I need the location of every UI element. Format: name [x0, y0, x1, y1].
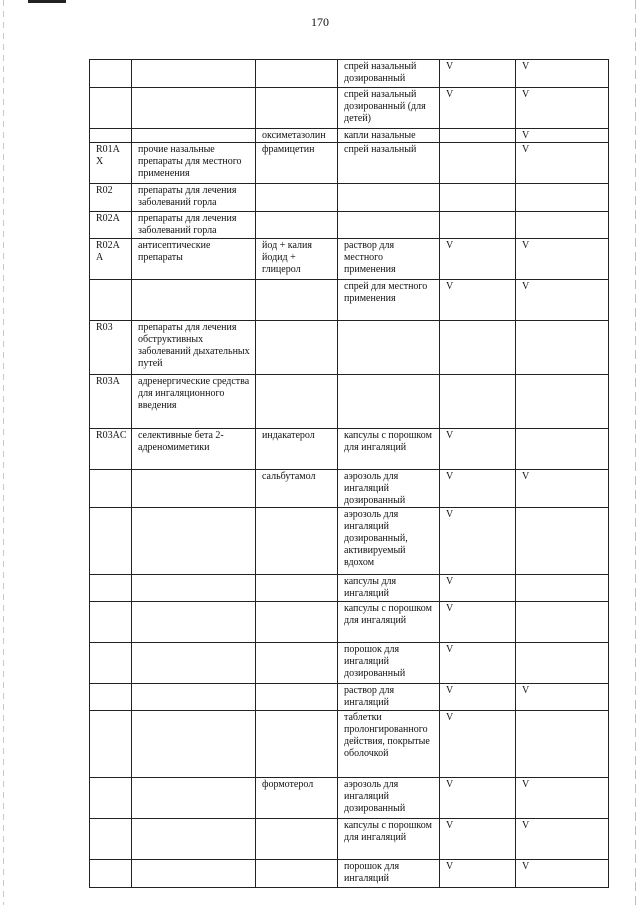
cell-dosage-form: порошок для ингаляций дозированный: [338, 643, 440, 684]
cell-mark-1: V: [440, 711, 516, 778]
table-row: [90, 819, 609, 860]
cell-mark-1: [440, 321, 516, 375]
cell-pharmacological-group: [132, 88, 256, 129]
cell-dosage-form: спрей назальный: [338, 143, 440, 184]
cell-mark-2: V: [516, 778, 609, 819]
cell-mark-1: V: [440, 470, 516, 508]
cell-substance: [256, 321, 338, 375]
cell-atc-code: [90, 778, 132, 819]
table-row: [90, 280, 609, 321]
table-row: [90, 778, 609, 819]
cell-pharmacological-group: [132, 643, 256, 684]
cell-substance: сальбутамол: [256, 470, 338, 508]
cell-atc-code: R02AA: [90, 239, 132, 280]
cell-dosage-form: аэрозоль для ингаляций дозированный: [338, 470, 440, 508]
drug-table: [89, 59, 609, 888]
cell-dosage-form: [338, 375, 440, 429]
table-row: [90, 375, 609, 429]
cell-substance: [256, 575, 338, 602]
cell-substance: фрамицетин: [256, 143, 338, 184]
cell-mark-1: V: [440, 508, 516, 575]
cell-pharmacological-group: препараты для лечения обструктивных заболеваний дыхательных путей: [132, 321, 256, 375]
cell-mark-2: V: [516, 129, 609, 143]
cell-dosage-form: капсулы с порошком для ингаляций: [338, 602, 440, 643]
cell-mark-1: V: [440, 602, 516, 643]
cell-atc-code: [90, 575, 132, 602]
cell-mark-1: [440, 184, 516, 212]
cell-atc-code: R03A: [90, 375, 132, 429]
cell-mark-1: [440, 212, 516, 239]
cell-dosage-form: аэрозоль для ингаляций дозированный: [338, 778, 440, 819]
cell-substance: оксиметазолин: [256, 129, 338, 143]
cell-mark-1: V: [440, 280, 516, 321]
cell-mark-2: V: [516, 88, 609, 129]
table-row: [90, 184, 609, 212]
table-row: [90, 129, 609, 143]
cell-mark-1: V: [440, 643, 516, 684]
cell-atc-code: [90, 280, 132, 321]
cell-mark-1: V: [440, 88, 516, 129]
cell-dosage-form: раствор для местного применения: [338, 239, 440, 280]
cell-mark-1: V: [440, 575, 516, 602]
cell-pharmacological-group: [132, 470, 256, 508]
cell-pharmacological-group: [132, 602, 256, 643]
cell-substance: [256, 184, 338, 212]
cell-substance: [256, 684, 338, 711]
cell-pharmacological-group: [132, 575, 256, 602]
cell-atc-code: [90, 602, 132, 643]
cell-mark-2: [516, 508, 609, 575]
cell-mark-1: V: [440, 778, 516, 819]
cell-mark-2: [516, 711, 609, 778]
cell-mark-1: [440, 143, 516, 184]
cell-substance: [256, 60, 338, 88]
cell-dosage-form: аэрозоль для ингаляций дозированный, активируемый вдохом: [338, 508, 440, 575]
cell-pharmacological-group: антисептические препараты: [132, 239, 256, 280]
cell-atc-code: R03AC: [90, 429, 132, 470]
table-row: [90, 143, 609, 184]
cell-atc-code: R02: [90, 184, 132, 212]
cell-dosage-form: спрей для местного применения: [338, 280, 440, 321]
table-row: [90, 575, 609, 602]
cell-substance: [256, 280, 338, 321]
cell-substance: [256, 508, 338, 575]
table-row: [90, 711, 609, 778]
scan-edge-right: [635, 0, 636, 905]
cell-mark-1: V: [440, 429, 516, 470]
cell-pharmacological-group: селективные бета 2-адреномиметики: [132, 429, 256, 470]
cell-atc-code: [90, 60, 132, 88]
table-row: [90, 470, 609, 508]
drug-table-body: [90, 60, 609, 888]
cell-atc-code: [90, 860, 132, 888]
table-row: [90, 643, 609, 684]
cell-pharmacological-group: [132, 819, 256, 860]
cell-atc-code: R03: [90, 321, 132, 375]
cell-pharmacological-group: [132, 711, 256, 778]
cell-atc-code: [90, 684, 132, 711]
cell-substance: [256, 819, 338, 860]
cell-mark-2: V: [516, 819, 609, 860]
cell-mark-2: [516, 602, 609, 643]
cell-pharmacological-group: [132, 778, 256, 819]
cell-mark-2: V: [516, 239, 609, 280]
cell-mark-2: [516, 184, 609, 212]
cell-substance: [256, 88, 338, 129]
cell-pharmacological-group: [132, 860, 256, 888]
cell-mark-1: [440, 129, 516, 143]
cell-substance: [256, 711, 338, 778]
cell-dosage-form: капсулы с порошком для ингаляций: [338, 429, 440, 470]
cell-pharmacological-group: [132, 684, 256, 711]
cell-pharmacological-group: [132, 508, 256, 575]
cell-atc-code: R02A: [90, 212, 132, 239]
scan-edge-left: [3, 0, 4, 905]
cell-mark-2: [516, 321, 609, 375]
cell-substance: индакатерол: [256, 429, 338, 470]
cell-atc-code: [90, 470, 132, 508]
cell-substance: [256, 602, 338, 643]
cell-substance: йод + калия йодид + глицерол: [256, 239, 338, 280]
cell-mark-2: V: [516, 280, 609, 321]
table-row: [90, 321, 609, 375]
table-row: [90, 429, 609, 470]
cell-atc-code: [90, 129, 132, 143]
cell-dosage-form: капсулы с порошком для ингаляций: [338, 819, 440, 860]
cell-atc-code: [90, 643, 132, 684]
cell-mark-2: V: [516, 143, 609, 184]
cell-dosage-form: раствор для ингаляций: [338, 684, 440, 711]
cell-atc-code: [90, 819, 132, 860]
table-row: [90, 239, 609, 280]
cell-mark-2: V: [516, 860, 609, 888]
cell-pharmacological-group: [132, 129, 256, 143]
cell-mark-1: [440, 375, 516, 429]
cell-substance: [256, 212, 338, 239]
table-row: [90, 88, 609, 129]
table-row: [90, 508, 609, 575]
cell-dosage-form: [338, 212, 440, 239]
table-row: [90, 212, 609, 239]
cell-dosage-form: спрей назальный дозированный (для детей): [338, 88, 440, 129]
cell-dosage-form: капсулы для ингаляций: [338, 575, 440, 602]
cell-pharmacological-group: препараты для лечения заболеваний горла: [132, 184, 256, 212]
cell-atc-code: [90, 88, 132, 129]
cell-mark-2: [516, 212, 609, 239]
table-row: [90, 860, 609, 888]
cell-substance: [256, 860, 338, 888]
cell-dosage-form: порошок для ингаляций: [338, 860, 440, 888]
cell-dosage-form: [338, 321, 440, 375]
cell-atc-code: R01AX: [90, 143, 132, 184]
cell-atc-code: [90, 711, 132, 778]
page-number: 170: [311, 15, 329, 29]
cell-mark-1: V: [440, 60, 516, 88]
cell-dosage-form: капли назальные: [338, 129, 440, 143]
cell-dosage-form: таблетки пролонгированного действия, покрытые оболочкой: [338, 711, 440, 778]
cell-substance: формотерол: [256, 778, 338, 819]
cell-mark-1: V: [440, 860, 516, 888]
cell-pharmacological-group: [132, 60, 256, 88]
cell-pharmacological-group: [132, 280, 256, 321]
cell-mark-1: V: [440, 239, 516, 280]
table-row: [90, 60, 609, 88]
cell-mark-2: [516, 429, 609, 470]
cell-substance: [256, 643, 338, 684]
cell-mark-1: V: [440, 684, 516, 711]
cell-mark-2: V: [516, 60, 609, 88]
cell-dosage-form: [338, 184, 440, 212]
cell-mark-2: [516, 643, 609, 684]
table-row: [90, 684, 609, 711]
cell-pharmacological-group: прочие назальные препараты для местного применения: [132, 143, 256, 184]
cell-mark-2: [516, 575, 609, 602]
cell-atc-code: [90, 508, 132, 575]
cell-mark-2: V: [516, 470, 609, 508]
cell-substance: [256, 375, 338, 429]
cell-pharmacological-group: адренергические средства для ингаляционного введения: [132, 375, 256, 429]
cell-mark-1: V: [440, 819, 516, 860]
cell-mark-2: [516, 375, 609, 429]
scan-edge-top: [28, 0, 66, 3]
cell-pharmacological-group: препараты для лечения заболеваний горла: [132, 212, 256, 239]
cell-mark-2: V: [516, 684, 609, 711]
table-row: [90, 602, 609, 643]
cell-dosage-form: спрей назальный дозированный: [338, 60, 440, 88]
